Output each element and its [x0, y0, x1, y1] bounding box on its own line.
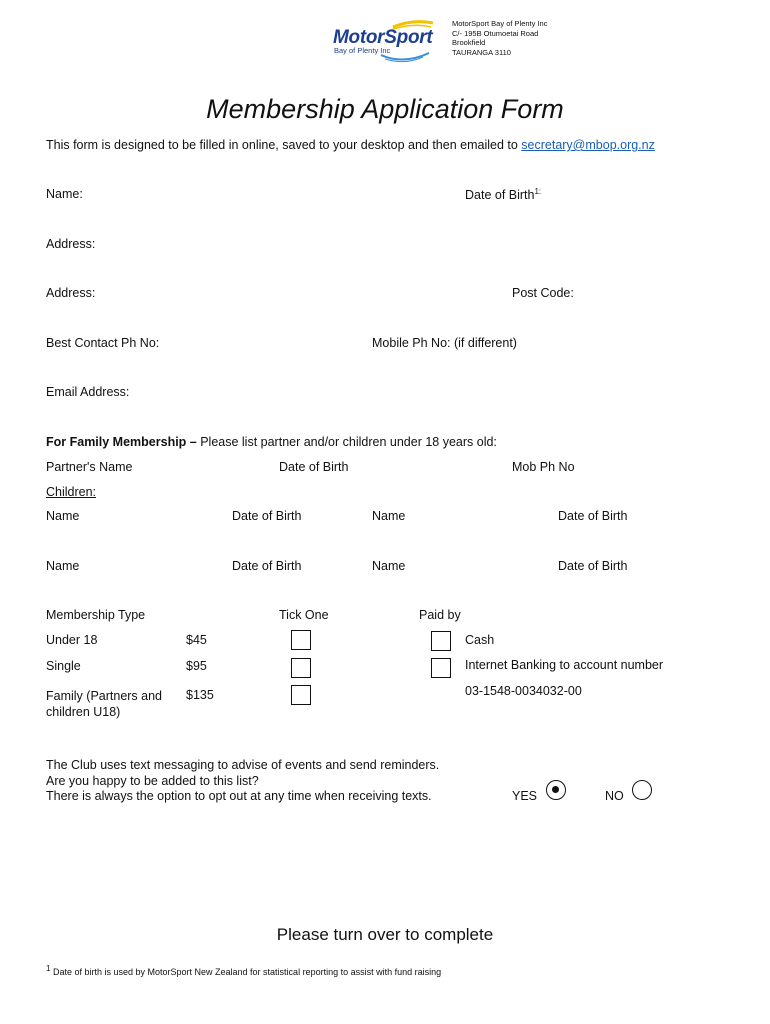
no-label: NO	[605, 789, 624, 803]
membership-type-label: Single	[46, 659, 81, 673]
membership-type-header: Membership Type	[46, 608, 146, 622]
address-line: C/- 195B Otumoetai Road	[452, 28, 539, 38]
cash-checkbox[interactable]	[431, 631, 451, 651]
club-address	[452, 19, 547, 57]
yes-radio[interactable]	[546, 780, 566, 800]
mobile-label: Mobile Ph No: (if different)	[372, 336, 517, 350]
texting-info	[46, 758, 439, 805]
cash-label: Cash	[465, 633, 495, 647]
radio-selected-dot	[552, 786, 559, 793]
child-name-label: Name	[372, 509, 406, 523]
internet-banking-checkbox[interactable]	[431, 658, 451, 678]
membership-price: $45	[186, 633, 207, 647]
logo-main-text: MotorSport	[333, 27, 433, 48]
membership-price: $135	[186, 688, 214, 702]
turn-over-text: Please turn over to complete	[276, 925, 494, 944]
best-phone-label: Best Contact Ph No:	[46, 336, 160, 350]
child-dob-label: Date of Birth	[232, 509, 302, 523]
address-label: Address:	[46, 237, 96, 251]
address-line: MotorSport Bay of Plenty Inc	[452, 19, 548, 28]
email-label: Email Address:	[46, 385, 130, 399]
tick-one-header: Tick One	[279, 608, 329, 622]
partner-dob-label: Date of Birth	[279, 460, 349, 474]
footnote	[46, 964, 441, 977]
child-name-label: Name	[46, 559, 80, 573]
single-checkbox[interactable]	[291, 658, 311, 678]
page-title: Membership Application Form	[206, 94, 564, 124]
dob-footnote-marker: 1:	[534, 187, 542, 196]
internet-banking-label: Internet Banking to account number	[465, 658, 664, 672]
texting-line: The Club uses text messaging to advise of events and send reminders.	[46, 758, 440, 772]
address-label-2: Address:	[46, 286, 96, 300]
secretary-email-link[interactable]: secretary@mbop.org.nz	[521, 138, 655, 152]
children-label: Children:	[46, 485, 97, 499]
under18-checkbox[interactable]	[291, 630, 311, 650]
partner-mob-label: Mob Ph No	[512, 460, 575, 474]
membership-type-label: Family (Partners and children U18)	[46, 689, 163, 719]
name-label: Name:	[46, 187, 83, 201]
child-dob-label: Date of Birth	[558, 559, 628, 573]
yes-label: YES	[512, 789, 538, 803]
dob-text: Date of Birth	[465, 188, 535, 203]
dob-label	[465, 187, 541, 202]
footnote-text: Date of birth is used by MotorSport New Zealand for statistical reporting to assist with fund raising	[50, 967, 442, 977]
family-heading	[46, 435, 497, 449]
child-dob-label: Date of Birth	[232, 559, 302, 573]
intro-text	[46, 138, 655, 152]
footnote-marker: 1	[46, 964, 51, 973]
texting-line: There is always the option to opt out at any time when receiving texts.	[46, 789, 432, 803]
partner-name-label: Partner's Name	[46, 460, 133, 474]
paid-by-header: Paid by	[419, 608, 461, 622]
membership-price: $95	[186, 659, 207, 673]
child-dob-label: Date of Birth	[558, 509, 628, 523]
logo-sub-text: Bay of Plenty Inc	[334, 46, 391, 55]
child-name-label: Name	[372, 559, 406, 573]
no-radio[interactable]	[632, 780, 652, 800]
intro-sentence: This form is designed to be filled in online, saved to your desktop and then emailed to	[46, 138, 522, 152]
texting-line: Are you happy to be added to this list?	[46, 773, 259, 788]
account-number: 03-1548-0034032-00	[465, 684, 582, 698]
family-heading-rest: Please list partner and/or children under 18 years old:	[196, 435, 497, 449]
family-checkbox[interactable]	[291, 685, 311, 705]
child-name-label: Name	[46, 509, 80, 523]
postcode-label: Post Code:	[512, 286, 574, 300]
address-line: TAURANGA 3110	[452, 47, 511, 57]
address-line: Brookfield	[452, 38, 486, 47]
family-heading-bold: For Family Membership –	[46, 435, 197, 449]
membership-type-label: Under 18	[46, 633, 98, 647]
